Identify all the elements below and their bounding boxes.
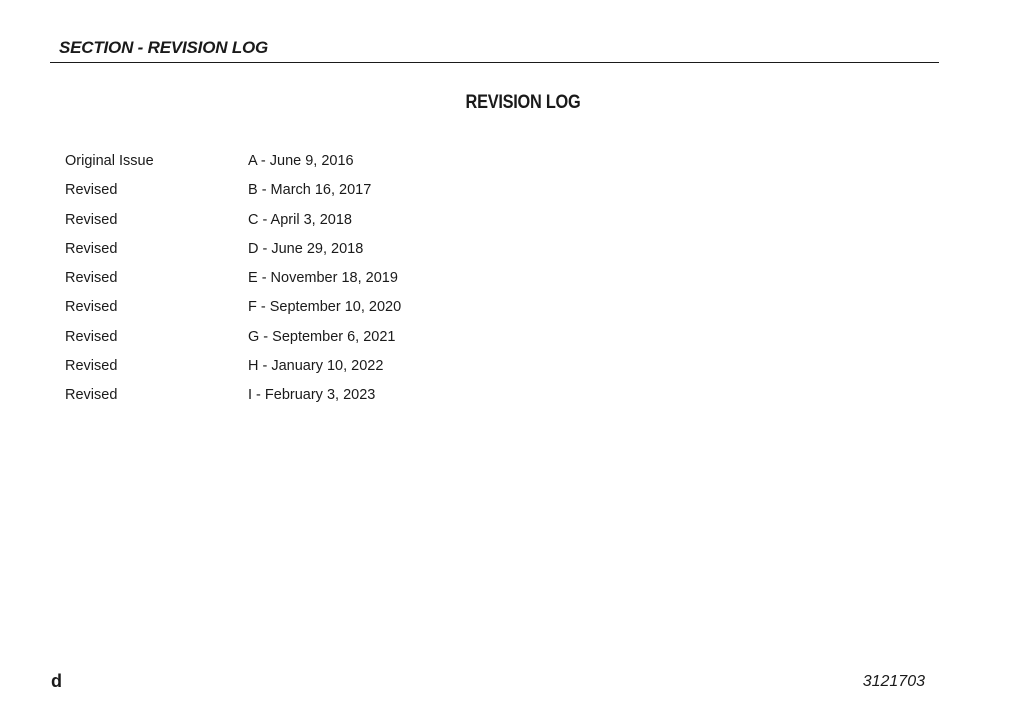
revision-label: Revised	[65, 240, 118, 257]
section-title: SECTION - REVISION LOG	[59, 38, 269, 57]
revision-label: Revised	[65, 270, 118, 287]
revision-value: C - April 3, 2018	[248, 211, 352, 228]
revision-label: Revised	[65, 358, 118, 375]
revision-label: Revised	[65, 182, 118, 199]
revision-value: I - February 3, 2023	[248, 387, 376, 404]
revision-label: Revised	[65, 387, 118, 404]
document-number: 3121703	[862, 673, 925, 690]
revision-label: Revised	[65, 299, 118, 316]
revision-value: A - June 9, 2016	[248, 153, 354, 169]
revision-value: B - March 16, 2017	[248, 182, 372, 199]
revision-label: Revised	[65, 328, 118, 345]
revision-value: F - September 10, 2020	[248, 299, 402, 316]
revision-value: H - January 10, 2022	[248, 358, 384, 375]
revision-value: D - June 29, 2018	[248, 240, 364, 257]
revision-value: E - November 18, 2019	[248, 270, 398, 287]
page-letter: d	[51, 671, 62, 691]
section-header	[50, 36, 939, 63]
revision-label: Original Issue	[65, 153, 154, 169]
revision-label: Revised	[65, 211, 118, 228]
page-title: REVISION LOG	[465, 92, 581, 113]
revision-value: G - September 6, 2021	[248, 328, 396, 345]
